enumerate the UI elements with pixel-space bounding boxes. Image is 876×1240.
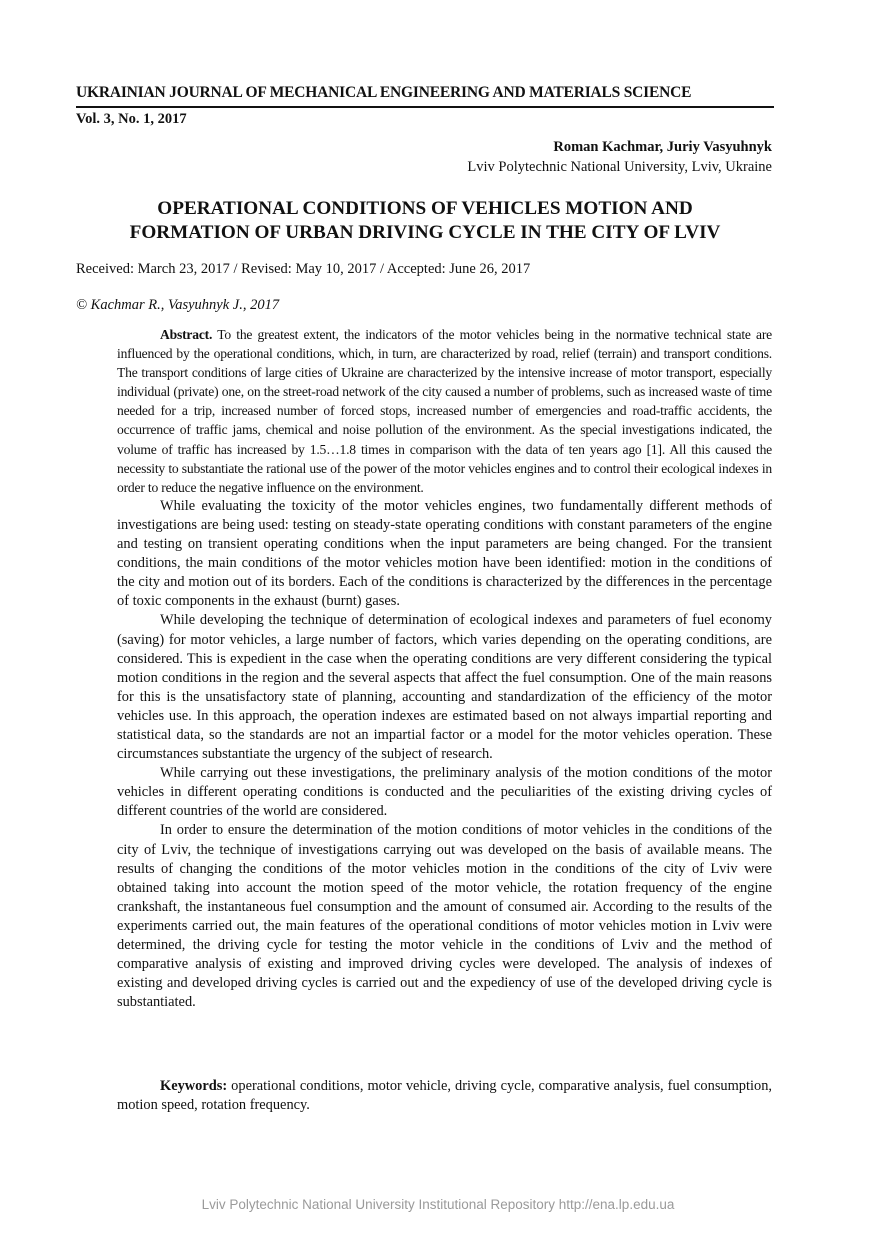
paper-title [76,197,774,245]
title-line-1: OPERATIONAL CONDITIONS OF VEHICLES MOTION AND [157,198,693,219]
body-paragraph: In order to ensure the determination of the motion conditions of motor vehicles in the conditions of the city of Lviv, the technique of investigations carrying out was developed on the basis of available means. The results of changing the conditions of the motor vehicles motion in the conditions of the city of Lviv were obtained taking into account the motion speed of the motor vehicle, the rotation frequency of the engine crankshaft, the instantaneous fuel consumption and the amount of consumed air. According to the results of the experiments carried out, the main features of the operational conditions of motor vehicles motion in Lviv were determined, the driving cycle for testing the motor vehicle in the conditions of Lviv and the method of comparative analysis of existing and improved driving cycles were developed. The analysis of indexes of existing and developed driving cycles is carried out and the expediency of use of the developed driving cycle is substantiated. [117,822,772,1011]
submission-dates: Received: March 23, 2017 / Revised: May 10, 2017 / Accepted: June 26, 2017 [76,261,531,277]
abstract-paragraph [117,325,772,497]
affiliation: Lviv Polytechnic National University, Lviv, Ukraine [467,159,772,175]
body-paragraph: While carrying out these investigations, the preliminary analysis of the motion conditions of the motor vehicles in different operating conditions is conducted and the peculiarities of the existing driving cycles of different countries of the world are considered. [117,765,772,820]
journal-title: UKRAINIAN JOURNAL OF MECHANICAL ENGINEERING AND MATERIALS SCIENCE [76,84,692,101]
paragraph-text: To the greatest extent, the indicators of the motor vehicles being in the normative technical state are influenced by the operational conditions, which, in turn, are characterized by road, relief (terrain) and transport conditions. The transport conditions of large cities of Ukraine are characterized by the intensive increase of motor transport, especially individual (private) one, on the street-road network of the city caused a number of problems, such as increased waste of time needed for a trip, increased number of forced stops, increased number of emergencies and road-traffic accidents, the occurrence of traffic jams, chemical and noise pollution of the environment. As the special investigations indicated, the volume of traffic has increased by 1.5…1.8 times in comparison with the data of ten years ago [1]. All this caused the necessity to substantiate the rational use of the power of the motor vehicles engines and to control their ecological indexes in order to reduce the negative influence on the environment. [117,327,773,495]
body-paragraph: While evaluating the toxicity of the motor vehicles engines, two fundamentally different methods of investigations are being used: testing on steady-state operating conditions with constant parameters of the engine and testing on transient operating conditions when the input parameters are being changed. For the transient conditions, the main conditions of the motor vehicles motion have been identified: motion in the conditions of the city and motion out of its borders. Each of the conditions is characterized by the differences in the percentage of toxic components in the exhaust (burnt) gases. [117,497,772,610]
authors: Roman Kachmar, Juriy Vasyuhnyk [553,139,772,155]
title-line-2: FORMATION OF URBAN DRIVING CYCLE IN THE CITY OF LVIV [129,222,721,243]
abstract-body [117,325,772,1012]
abstract-label: Abstract. [160,327,213,342]
keywords-text: operational conditions, motor vehicle, driving cycle, comparative analysis, fuel consumption, motion speed, rotation frequency. [117,1078,772,1114]
keywords-label: Keywords: [160,1078,228,1094]
volume-info: Vol. 3, No. 1, 2017 [76,111,187,127]
repository-footer: Lviv Polytechnic National University Institutional Repository http://ena.lp.edu.ua [201,1197,675,1212]
body-paragraph: While developing the technique of determination of ecological indexes and parameters of fuel economy (saving) for motor vehicles, a large number of factors, which varies depending on the operating conditions, are considered. This is expedient in the case when the operating conditions are very different considering the typical motion conditions in the region and the several aspects that affect the fuel consumption. One of the main reasons for this is the unsatisfactory state of planning, accounting and standardization of the efficiency of the motor vehicles use. In this approach, the operation indexes are estimated based on not always impartial reporting and statistical data, so the standards are not an impartial factor or a model for the motor vehicles operation. These circumstances substantiate the urgency of the subject of research. [117,612,772,763]
copyright: © Kachmar R., Vasyuhnyk J., 2017 [76,297,280,313]
keywords [117,1077,772,1115]
header-rule [76,106,774,108]
